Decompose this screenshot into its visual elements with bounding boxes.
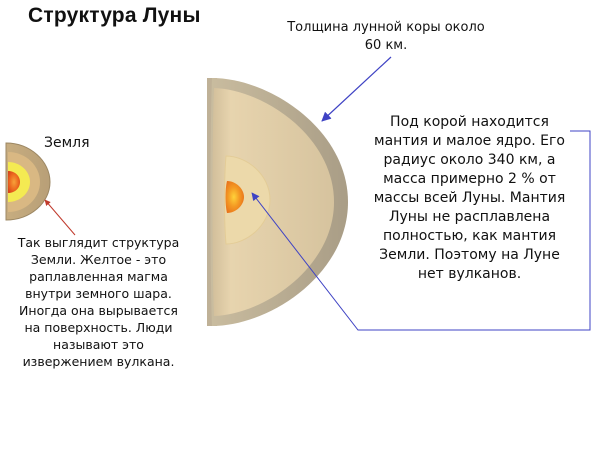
moon-mantle-note-line: Земли. Поэтому на Луне — [379, 247, 560, 263]
moon-mantle-note-line: полностью, как мантия — [382, 228, 557, 244]
moon-crust-note-line: Толщина лунной коры около — [287, 20, 485, 35]
earth-pointer-arrow — [45, 200, 75, 235]
earth-note-line: извержением вулкана. — [22, 354, 175, 369]
moon-crust-note-line: 60 км. — [364, 38, 408, 53]
earth-note-line: называют это — [53, 337, 144, 352]
earth-note-line: Так выглядит структура — [17, 235, 180, 250]
earth-cross-section — [6, 143, 50, 220]
crust-pointer-arrow — [322, 57, 391, 121]
moon-mantle-note-line: масса примерно 2 % от — [383, 171, 556, 187]
moon-cross-section — [207, 78, 348, 326]
earth-note-line: внутри земного шара. — [25, 286, 172, 301]
earth-label: Земля — [44, 135, 90, 151]
moon-mantle-note-line: массы всей Луны. Мантия — [373, 190, 566, 206]
moon-mantle-note-line: Под корой находится — [390, 114, 549, 130]
moon-mantle-note-line: нет вулканов. — [417, 266, 522, 282]
earth-note-line: на поверхность. Люди — [24, 320, 173, 335]
earth-note-line: раплавленная магма — [29, 269, 168, 284]
moon-mantle-note-line: радиус около 340 км, а — [383, 152, 556, 168]
moon-mantle-note-line: Луны не расплавлена — [388, 209, 551, 225]
moon-mantle-note-line: мантия и малое ядро. Его — [374, 133, 565, 149]
earth-note-line: Земли. Желтое - это — [30, 252, 167, 267]
earth-note-line: Иногда она вырывается — [19, 303, 178, 318]
page-title: Структура Луны — [28, 4, 201, 27]
